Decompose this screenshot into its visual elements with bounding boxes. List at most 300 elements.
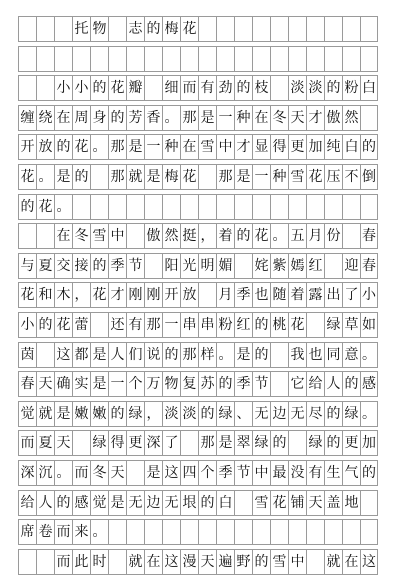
grid-cell: 垠 <box>180 490 198 516</box>
grid-cell <box>216 46 234 72</box>
grid-cell: 我 <box>288 342 306 368</box>
grid-cell <box>324 16 342 42</box>
grid-cell: 们 <box>126 342 144 368</box>
grid-cell: 刚 <box>126 282 144 308</box>
grid-cell: 有 <box>126 312 144 338</box>
grid-cell: 。 <box>90 519 108 545</box>
grid-cell: 的 <box>360 134 378 160</box>
grid-cell <box>270 371 288 397</box>
grid-cell: 季 <box>234 282 252 308</box>
grid-cell: 显 <box>252 134 270 160</box>
grid-cell: 淡 <box>306 75 324 101</box>
grid-cell <box>90 164 108 190</box>
grid-cell <box>288 46 306 72</box>
grid-cell <box>144 253 162 279</box>
grid-cell: 地 <box>342 490 360 516</box>
grid-cell: 天 <box>306 490 324 516</box>
grid-cell: 复 <box>180 371 198 397</box>
grid-cell: 傲 <box>144 223 162 249</box>
grid-cell: 才 <box>234 134 252 160</box>
grid-cell <box>306 194 324 220</box>
grid-cell: 花 <box>90 282 108 308</box>
grid-cell: 和 <box>36 282 54 308</box>
grid-cell: 。 <box>270 223 288 249</box>
grid-cell <box>216 16 234 42</box>
grid-cell: 就 <box>126 549 144 575</box>
grid-cell: 而 <box>18 430 36 456</box>
grid-cell: 冬 <box>270 105 288 131</box>
grid-cell <box>126 519 144 545</box>
grid-cell: 梅 <box>162 164 180 190</box>
grid-cell: 香 <box>144 105 162 131</box>
grid-cell: 天 <box>108 460 126 486</box>
grid-cell: 花 <box>180 16 198 42</box>
grid-cell: 是 <box>90 342 108 368</box>
grid-row <box>18 342 384 368</box>
grid-cell: 天 <box>288 105 306 131</box>
grid-cell: 的 <box>234 75 252 101</box>
grid-cell <box>270 194 288 220</box>
grid-cell: 盖 <box>324 490 342 516</box>
grid-cell: 确 <box>54 371 72 397</box>
grid-cell: 无 <box>288 401 306 427</box>
grid-row <box>18 401 384 427</box>
grid-cell: 加 <box>360 430 378 456</box>
grid-row <box>18 253 384 279</box>
grid-cell: 最 <box>270 460 288 486</box>
grid-cell <box>144 75 162 101</box>
grid-cell: 而 <box>54 519 72 545</box>
grid-cell: 人 <box>108 342 126 368</box>
grid-cell <box>72 194 90 220</box>
grid-cell: 边 <box>270 401 288 427</box>
grid-cell: 的 <box>270 430 288 456</box>
grid-cell: 冬 <box>90 460 108 486</box>
grid-cell: 春 <box>360 253 378 279</box>
grid-cell: 倒 <box>360 164 378 190</box>
grid-cell <box>360 105 378 131</box>
grid-cell: 志 <box>126 16 144 42</box>
grid-cell: 的 <box>72 164 90 190</box>
grid-cell: 小 <box>54 75 72 101</box>
grid-cell: 漫 <box>180 549 198 575</box>
grid-row <box>18 223 384 249</box>
grid-cell <box>108 46 126 72</box>
grid-row <box>18 16 384 42</box>
grid-cell <box>72 46 90 72</box>
grid-cell: ， <box>144 401 162 427</box>
grid-cell: 出 <box>324 282 342 308</box>
grid-cell: 绿 <box>90 430 108 456</box>
grid-cell: 个 <box>126 371 144 397</box>
grid-cell <box>198 519 216 545</box>
grid-cell: 无 <box>126 490 144 516</box>
grid-cell: 种 <box>234 105 252 131</box>
grid-cell <box>324 519 342 545</box>
grid-cell: 紫 <box>270 253 288 279</box>
grid-cell: 着 <box>216 223 234 249</box>
grid-cell: 在 <box>144 549 162 575</box>
grid-cell: 同 <box>324 342 342 368</box>
grid-cell <box>324 46 342 72</box>
grid-cell: 就 <box>126 164 144 190</box>
grid-cell: 红 <box>306 253 324 279</box>
grid-cell <box>288 16 306 42</box>
grid-cell: 。 <box>54 460 72 486</box>
grid-cell: 那 <box>198 430 216 456</box>
grid-cell: 桃 <box>270 312 288 338</box>
grid-cell: 花 <box>252 223 270 249</box>
grid-cell: 雪 <box>252 490 270 516</box>
grid-cell: 粉 <box>342 75 360 101</box>
grid-cell: 更 <box>288 134 306 160</box>
grid-cell <box>306 16 324 42</box>
grid-cell: 无 <box>162 490 180 516</box>
grid-cell <box>306 549 324 575</box>
grid-cell: 露 <box>306 282 324 308</box>
grid-cell <box>360 16 378 42</box>
grid-cell: 万 <box>144 371 162 397</box>
grid-cell <box>288 519 306 545</box>
grid-cell: 那 <box>144 312 162 338</box>
grid-cell: 压 <box>324 164 342 190</box>
grid-cell: 身 <box>90 105 108 131</box>
grid-cell: 觉 <box>18 401 36 427</box>
grid-cell: 托 <box>72 16 90 42</box>
grid-cell: 芳 <box>126 105 144 131</box>
grid-cell: 傲 <box>324 105 342 131</box>
grid-cell <box>306 46 324 72</box>
grid-cell: 的 <box>252 342 270 368</box>
grid-cell: 瓣 <box>126 75 144 101</box>
grid-cell <box>108 194 126 220</box>
grid-cell: 是 <box>54 401 72 427</box>
grid-cell: 样 <box>198 342 216 368</box>
grid-cell: 有 <box>198 75 216 101</box>
grid-cell: 随 <box>270 282 288 308</box>
grid-cell: 小 <box>18 312 36 338</box>
grid-cell: 姹 <box>252 253 270 279</box>
grid-cell: 的 <box>108 105 126 131</box>
grid-cell: 花 <box>306 164 324 190</box>
grid-cell <box>36 223 54 249</box>
grid-cell: 的 <box>252 312 270 338</box>
grid-row <box>18 312 384 338</box>
grid-cell: 劲 <box>216 75 234 101</box>
grid-cell <box>108 519 126 545</box>
grid-cell: 绿 <box>324 312 342 338</box>
grid-cell: 花 <box>36 194 54 220</box>
grid-cell <box>180 194 198 220</box>
grid-cell: 绿 <box>342 401 360 427</box>
grid-cell: 来 <box>72 519 90 545</box>
grid-cell <box>198 164 216 190</box>
grid-cell: 季 <box>108 253 126 279</box>
grid-cell <box>198 16 216 42</box>
grid-cell: 深 <box>18 460 36 486</box>
grid-cell: 中 <box>216 134 234 160</box>
grid-cell <box>342 16 360 42</box>
grid-cell <box>288 430 306 456</box>
grid-cell: 媚 <box>216 253 234 279</box>
grid-cell: 加 <box>306 134 324 160</box>
grid-cell: 是 <box>108 490 126 516</box>
grid-cell: 是 <box>144 460 162 486</box>
grid-cell: 绕 <box>36 105 54 131</box>
grid-cell <box>324 194 342 220</box>
grid-cell: 阳 <box>162 253 180 279</box>
grid-cell: 也 <box>252 282 270 308</box>
grid-cell <box>126 194 144 220</box>
grid-cell: 种 <box>162 134 180 160</box>
grid-cell <box>36 46 54 72</box>
grid-cell: 。 <box>216 342 234 368</box>
grid-cell: 嫣 <box>288 253 306 279</box>
grid-cell: 尽 <box>306 401 324 427</box>
grid-cell: 接 <box>72 253 90 279</box>
grid-cell: 这 <box>54 342 72 368</box>
grid-cell <box>144 519 162 545</box>
grid-cell: 月 <box>306 223 324 249</box>
grid-cell <box>252 194 270 220</box>
grid-cell <box>198 282 216 308</box>
grid-cell <box>306 519 324 545</box>
grid-cell <box>252 519 270 545</box>
grid-cell: 更 <box>126 430 144 456</box>
grid-cell: 的 <box>162 342 180 368</box>
grid-cell: 挺 <box>180 223 198 249</box>
grid-cell <box>234 16 252 42</box>
grid-cell: 串 <box>180 312 198 338</box>
grid-row <box>18 519 384 545</box>
grid-cell: 无 <box>252 401 270 427</box>
grid-cell: 雪 <box>90 223 108 249</box>
grid-cell: 中 <box>108 223 126 249</box>
grid-cell: 夏 <box>36 253 54 279</box>
grid-row <box>18 549 384 575</box>
grid-cell: 节 <box>234 460 252 486</box>
grid-cell: 物 <box>162 371 180 397</box>
grid-cell: 周 <box>72 105 90 131</box>
grid-cell: 这 <box>360 549 378 575</box>
grid-cell: 花 <box>18 282 36 308</box>
grid-row <box>18 75 384 101</box>
grid-cell: 就 <box>36 401 54 427</box>
grid-cell <box>108 549 126 575</box>
grid-cell <box>18 223 36 249</box>
grid-cell: 种 <box>270 164 288 190</box>
grid-row <box>18 282 384 308</box>
grid-cell <box>162 194 180 220</box>
grid-cell: 才 <box>306 105 324 131</box>
grid-cell <box>234 46 252 72</box>
grid-cell: 节 <box>126 253 144 279</box>
grid-cell: 都 <box>72 342 90 368</box>
grid-cell <box>234 519 252 545</box>
grid-cell <box>198 194 216 220</box>
grid-cell <box>126 460 144 486</box>
grid-cell <box>108 16 126 42</box>
grid-cell: 一 <box>144 134 162 160</box>
grid-cell: 在 <box>54 223 72 249</box>
grid-cell <box>36 75 54 101</box>
grid-cell: ， <box>72 282 90 308</box>
grid-cell: 花 <box>288 312 306 338</box>
grid-cell <box>360 490 378 516</box>
grid-cell: 在 <box>342 549 360 575</box>
grid-cell: 在 <box>54 105 72 131</box>
grid-cell: 物 <box>90 16 108 42</box>
grid-cell: 给 <box>18 490 36 516</box>
grid-cell: 的 <box>54 490 72 516</box>
grid-cell: 的 <box>324 430 342 456</box>
grid-cell: 。 <box>90 134 108 160</box>
grid-cell: 白 <box>216 490 234 516</box>
grid-cell: 生 <box>324 460 342 486</box>
grid-cell: 的 <box>18 194 36 220</box>
grid-cell: 才 <box>108 282 126 308</box>
grid-cell: 实 <box>72 371 90 397</box>
grid-cell: 。 <box>360 401 378 427</box>
grid-cell: 雪 <box>270 549 288 575</box>
grid-cell: 意 <box>342 342 360 368</box>
grid-cell: 串 <box>198 312 216 338</box>
grid-cell: 绿 <box>306 430 324 456</box>
grid-cell <box>36 342 54 368</box>
grid-cell: 然 <box>342 105 360 131</box>
grid-cell: 得 <box>108 430 126 456</box>
grid-row <box>18 490 384 516</box>
grid-cell <box>162 519 180 545</box>
grid-cell: 苏 <box>198 371 216 397</box>
grid-cell: 。 <box>162 105 180 131</box>
grid-cell: 天 <box>54 430 72 456</box>
grid-cell: 份 <box>324 223 342 249</box>
grid-cell <box>54 46 72 72</box>
grid-cell: 的 <box>324 401 342 427</box>
grid-cell: 那 <box>108 134 126 160</box>
grid-cell: 花 <box>54 312 72 338</box>
grid-cell: 细 <box>162 75 180 101</box>
grid-cell: 那 <box>108 164 126 190</box>
grid-cell: 不 <box>342 164 360 190</box>
grid-cell <box>360 46 378 72</box>
grid-cell: 与 <box>18 253 36 279</box>
grid-cell: 了 <box>342 282 360 308</box>
grid-row <box>18 460 384 486</box>
grid-cell <box>18 46 36 72</box>
grid-cell: 、 <box>234 401 252 427</box>
grid-cell: 遍 <box>216 549 234 575</box>
grid-cell <box>90 46 108 72</box>
grid-cell: 花 <box>270 490 288 516</box>
grid-cell: 是 <box>144 164 162 190</box>
grid-cell: 的 <box>198 490 216 516</box>
grid-cell: 绿 <box>252 430 270 456</box>
grid-cell: 是 <box>126 134 144 160</box>
grid-cell: 的 <box>342 371 360 397</box>
grid-cell <box>252 46 270 72</box>
grid-cell <box>342 519 360 545</box>
grid-cell <box>270 75 288 101</box>
grid-cell: 的 <box>90 75 108 101</box>
grid-cell <box>360 519 378 545</box>
grid-cell: 花 <box>108 75 126 101</box>
grid-cell: 人 <box>36 490 54 516</box>
grid-cell: 淡 <box>288 75 306 101</box>
grid-cell: 雪 <box>198 134 216 160</box>
grid-cell <box>90 312 108 338</box>
grid-cell: 是 <box>234 342 252 368</box>
grid-cell: 冬 <box>72 223 90 249</box>
grid-cell <box>252 16 270 42</box>
grid-cell: 花 <box>18 164 36 190</box>
grid-cell <box>18 16 36 42</box>
grid-cell: 白 <box>360 75 378 101</box>
grid-cell <box>306 312 324 338</box>
grid-cell: 淡 <box>162 401 180 427</box>
grid-cell <box>270 519 288 545</box>
grid-cell <box>216 194 234 220</box>
grid-cell: 纯 <box>324 134 342 160</box>
grid-cell: 白 <box>342 134 360 160</box>
grid-cell: 这 <box>162 549 180 575</box>
grid-cell: 在 <box>252 105 270 131</box>
grid-cell: 的 <box>198 401 216 427</box>
grid-cell <box>36 16 54 42</box>
grid-cell: 的 <box>54 134 72 160</box>
grid-cell: 枝 <box>252 75 270 101</box>
grid-cell: 然 <box>162 223 180 249</box>
grid-cell: 那 <box>216 164 234 190</box>
grid-cell: 春 <box>18 371 36 397</box>
grid-cell <box>198 46 216 72</box>
grid-cell <box>18 549 36 575</box>
grid-cell: 有 <box>306 460 324 486</box>
grid-cell: 节 <box>252 371 270 397</box>
grid-cell <box>270 46 288 72</box>
grid-cell: 它 <box>288 371 306 397</box>
grid-cell: 绿 <box>126 401 144 427</box>
grid-cell: 而 <box>180 75 198 101</box>
grid-cell <box>234 194 252 220</box>
grid-cell: 小 <box>72 75 90 101</box>
grid-cell: 草 <box>342 312 360 338</box>
grid-cell: 人 <box>324 371 342 397</box>
grid-row <box>18 134 384 160</box>
grid-cell: 花 <box>180 164 198 190</box>
grid-cell <box>162 46 180 72</box>
grid-cell: 铺 <box>288 490 306 516</box>
grid-cell: 感 <box>72 490 90 516</box>
grid-cell <box>90 194 108 220</box>
grid-cell: 气 <box>342 460 360 486</box>
grid-cell: 是 <box>90 371 108 397</box>
grid-cell <box>234 253 252 279</box>
grid-cell: 放 <box>36 134 54 160</box>
grid-cell: 是 <box>54 164 72 190</box>
grid-cell <box>216 519 234 545</box>
grid-cell: 的 <box>90 253 108 279</box>
grid-cell <box>144 46 162 72</box>
grid-cell: 给 <box>306 371 324 397</box>
grid-cell: 月 <box>216 282 234 308</box>
grid-row <box>18 164 384 190</box>
grid-cell: 如 <box>360 312 378 338</box>
grid-cell: 感 <box>360 371 378 397</box>
grid-cell: 了 <box>162 430 180 456</box>
grid-cell: 得 <box>270 134 288 160</box>
